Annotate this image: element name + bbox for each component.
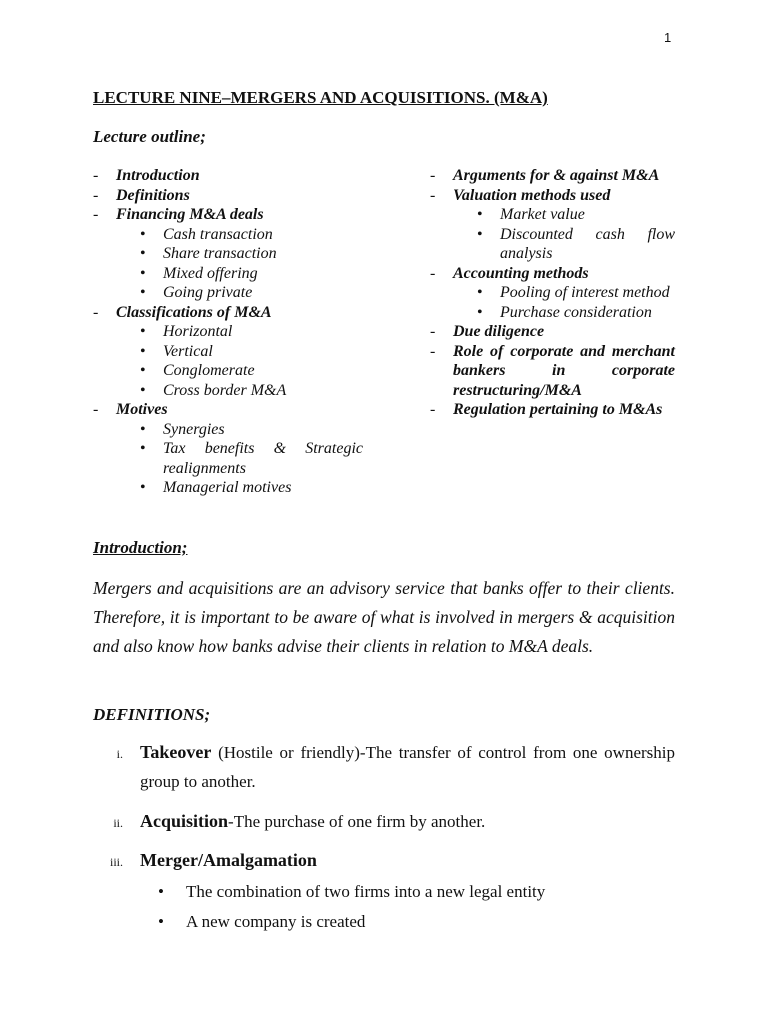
bullet-icon: • — [140, 264, 146, 282]
definition-numeral: ii. — [113, 816, 123, 830]
bullet-icon: • — [158, 882, 164, 901]
page-number: 1 — [664, 30, 672, 45]
outline-subitem-label: Purchase consideration — [500, 303, 652, 321]
outline-subitem — [93, 361, 363, 381]
outline-subitem-label: Pooling of interest method — [500, 284, 670, 301]
outline-subitem — [430, 205, 675, 225]
dash-icon: - — [93, 167, 99, 184]
outline-item — [430, 400, 675, 420]
merger-point — [160, 912, 365, 932]
outline-item — [93, 186, 363, 206]
outline-subitem-label: Going private — [163, 284, 253, 301]
definition-numeral: iii. — [109, 855, 123, 869]
outline-subitem-label: Cross border M&A — [163, 381, 287, 399]
outline-item — [430, 264, 675, 284]
bullet-icon: • — [477, 303, 483, 321]
dash-icon: - — [430, 342, 436, 360]
definition-merger — [93, 846, 675, 875]
outline-subitem-label: Managerial motives — [163, 479, 292, 496]
outline-subitem — [93, 322, 363, 342]
outline-item — [430, 322, 675, 342]
outline-heading: Lecture outline; — [93, 127, 206, 146]
outline-item — [430, 166, 675, 186]
definition-text: (Hostile or friendly)-The transfer of control from one ownership group to another. — [140, 743, 675, 791]
outline-item — [430, 342, 675, 401]
outline-item — [93, 303, 363, 323]
definition-term: Takeover — [140, 742, 212, 762]
outline-item — [93, 400, 363, 420]
definitions-heading: DEFINITIONS; — [93, 705, 211, 724]
dash-icon: - — [430, 323, 436, 340]
dash-icon: - — [430, 264, 436, 282]
definition-takeover — [93, 738, 675, 796]
outline-item-label: Due diligence — [453, 323, 545, 340]
introduction-heading: Introduction; — [93, 538, 188, 557]
outline-item-label: Classifications of M&A — [116, 303, 272, 321]
bullet-icon: • — [140, 362, 146, 379]
outline-subitem — [430, 303, 675, 323]
outline-subitem-label: Discounted cash flow analysis — [500, 225, 675, 262]
dash-icon: - — [430, 186, 436, 204]
outline-subitem — [93, 439, 363, 478]
outline-item-label: Valuation methods used — [453, 186, 611, 204]
outline-left-column — [93, 166, 363, 498]
merger-point-text: A new company is created — [186, 912, 366, 931]
outline-subitem — [93, 381, 363, 401]
outline-subitem-label: Cash transaction — [163, 225, 273, 243]
outline-item-label: Introduction — [116, 167, 200, 184]
outline-subitem — [430, 283, 675, 303]
outline-item-label: Definitions — [116, 186, 190, 204]
dash-icon: - — [93, 401, 99, 418]
bullet-icon: • — [477, 206, 483, 223]
outline-subitem — [93, 420, 363, 440]
definition-numeral: i. — [116, 747, 123, 761]
outline-item-label: Motives — [116, 401, 168, 418]
outline-subitem — [430, 225, 675, 264]
bullet-icon: • — [140, 323, 146, 340]
outline-right-column — [430, 166, 675, 420]
outline-subitem — [93, 283, 363, 303]
outline-subitem — [93, 478, 363, 498]
bullet-icon: • — [140, 245, 146, 262]
bullet-icon: • — [140, 225, 146, 243]
outline-item-label: Regulation pertaining to M&As — [453, 401, 663, 418]
definition-acquisition — [93, 807, 675, 836]
bullet-icon: • — [477, 284, 483, 301]
lecture-title: LECTURE NINE–MERGERS AND ACQUISITIONS. (M&A) — [93, 88, 548, 107]
outline-item — [430, 186, 675, 206]
bullet-icon: • — [158, 912, 164, 931]
outline-subitem-label: Share transaction — [163, 245, 277, 262]
outline-item-label: Role of corporate and merchant bankers in corporate restructuring/M&A — [453, 342, 675, 399]
definition-term: Merger/Amalgamation — [140, 850, 317, 870]
bullet-icon: • — [477, 225, 483, 243]
bullet-icon: • — [140, 381, 146, 399]
bullet-icon: • — [140, 440, 146, 457]
outline-item-label: Financing M&A deals — [116, 206, 264, 223]
outline-subitem-label: Horizontal — [163, 323, 233, 340]
definition-term: Acquisition — [140, 811, 229, 831]
dash-icon: - — [93, 186, 99, 204]
introduction-paragraph: Mergers and acquisitions are an advisory service that banks offer to their clients. Therefore, it is important to be aware of what is involved in mergers & acquisition and also know how banks advise their clients in relation to M&A deals. — [93, 578, 675, 656]
dash-icon: - — [93, 303, 99, 321]
definition-text: -The purchase of one firm by another. — [228, 812, 486, 831]
outline-item-label: Arguments for & against M&A — [453, 167, 660, 184]
outline-subitem-label: Market value — [500, 206, 585, 223]
outline-item — [93, 166, 363, 186]
outline-item — [93, 205, 363, 225]
merger-point-text: The combination of two firms into a new legal entity — [186, 882, 546, 901]
bullet-icon: • — [140, 284, 146, 301]
bullet-icon: • — [140, 420, 146, 438]
outline-subitem-label: Tax benefits & Strategic realignments — [163, 440, 363, 477]
bullet-icon: • — [140, 479, 146, 496]
outline-subitem — [93, 342, 363, 362]
bullet-icon: • — [140, 342, 146, 360]
dash-icon: - — [430, 167, 436, 184]
outline-subitem-label: Vertical — [163, 342, 213, 360]
outline-subitem-label: Conglomerate — [163, 362, 255, 379]
dash-icon: - — [430, 401, 436, 418]
dash-icon: - — [93, 206, 99, 223]
outline-subitem-label: Synergies — [163, 420, 225, 438]
outline-subitem — [93, 264, 363, 284]
outline-subitem — [93, 225, 363, 245]
outline-subitem — [93, 244, 363, 264]
outline-subitem-label: Mixed offering — [163, 264, 258, 282]
outline-item-label: Accounting methods — [453, 264, 589, 282]
merger-point — [160, 882, 545, 902]
